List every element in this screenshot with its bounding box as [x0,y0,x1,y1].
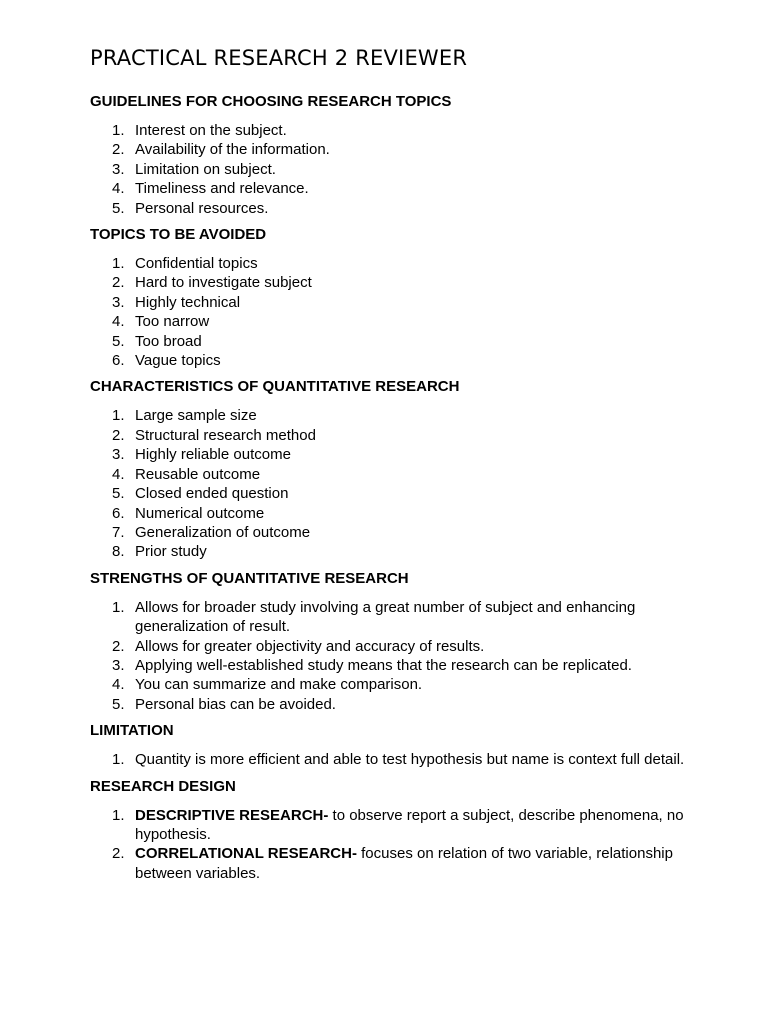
list-item [90,445,690,464]
list-item [90,806,690,845]
document-title: PRACTICAL RESEARCH 2 REVIEWER [90,46,468,70]
list-item-text: Limitation on subject. [135,160,276,178]
design-definition: focuses on relation of two variable, relationship between variables. [135,845,673,882]
section-heading-topics-avoided: TOPICS TO BE AVOIDED [90,226,267,244]
list-item [90,351,690,370]
list-item-number: 2. [112,141,125,159]
list-item-number: 5. [112,199,125,217]
list-strengths [90,598,690,714]
section-heading-characteristics: CHARACTERISTICS OF QUANTITATIVE RESEARCH [90,378,460,396]
list-item-number: 3. [112,160,125,178]
list-item-number: 6. [112,352,125,370]
list-item-text: Vague topics [135,352,221,370]
list-item [90,523,690,542]
design-definition: to observe report a subject, describe phenomena, no hypothesis. [135,806,684,843]
list-item [90,293,690,312]
list-item-text: Hard to investigate subject [135,274,312,292]
list-limitation [90,750,690,769]
list-item [90,332,690,351]
list-item-text: Highly technical [135,293,241,311]
list-item-text: Reusable outcome [135,465,261,483]
list-item-text: Interest on the subject. [135,122,287,139]
list-item-text: Personal bias can be avoided. [135,695,336,713]
list-item [90,199,690,218]
list-item-text: Too narrow [135,313,210,331]
list-topics-avoided [90,254,690,370]
list-item [90,254,690,273]
list-item-number: 5. [112,485,125,503]
list-item-text: Highly reliable outcome [135,446,291,464]
list-item-number: 4. [112,465,125,483]
list-item-number: 5. [112,695,125,713]
document-page [90,44,690,890]
design-term: DESCRIPTIVE RESEARCH- [135,806,329,824]
list-item [90,465,690,484]
list-item [90,750,690,769]
list-item-text: Closed ended question [135,485,289,503]
section-heading-limitation: LIMITATION [90,722,174,740]
list-item-text: Confidential topics [135,255,258,273]
list-item-number: 1. [112,806,125,824]
list-item-number: 2. [112,426,125,444]
list-item-number: 4. [112,676,125,694]
list-item [90,656,690,675]
list-item-text: Availability of the information. [135,141,330,159]
section-heading-research-design: RESEARCH DESIGN [90,777,236,795]
section-heading-guidelines: GUIDELINES FOR CHOOSING RESEARCH TOPICS [90,93,452,110]
list-item-number: 2. [112,845,125,863]
list-item-text: Large sample size [135,407,257,425]
list-item-number: 5. [112,332,125,350]
list-item [90,179,690,198]
list-characteristics [90,406,690,561]
list-item [90,844,690,883]
list-item-number: 2. [112,637,125,655]
list-item-number: 3. [112,446,125,464]
list-item [90,695,690,714]
list-item [90,675,690,694]
list-item-number: 1. [112,122,125,139]
list-item-number: 3. [112,293,125,311]
list-item-number: 1. [112,407,125,425]
design-term: CORRELATIONAL RESEARCH- [135,845,357,863]
list-item-text: Generalization of outcome [135,523,311,541]
list-item-number: 6. [112,504,125,522]
list-item-text: Applying well-established study means that the research can be replicated. [135,656,632,674]
list-item-number: 4. [112,180,125,198]
list-item [90,121,690,140]
list-item-number: 1. [112,598,125,616]
list-item-text: Structural research method [135,426,316,444]
list-item [90,637,690,656]
list-item [90,504,690,523]
list-item [90,598,690,637]
list-item-text: Timeliness and relevance. [135,180,309,198]
list-item-text: Quantity is more efficient and able to test hypothesis but name is context full detail. [135,751,685,769]
list-item-number: 1. [112,255,125,273]
section-heading-strengths: STRENGTHS OF QUANTITATIVE RESEARCH [90,569,409,587]
list-item-text: Numerical outcome [135,504,265,522]
list-item [90,406,690,425]
list-item-text: Personal resources. [135,199,269,217]
list-item-number: 7. [112,523,125,541]
list-item-number: 2. [112,274,125,292]
list-item-text: Allows for greater objectivity and accuracy of results. [135,637,485,655]
list-item-number: 4. [112,313,125,331]
list-research-design [90,806,690,884]
list-item [90,426,690,445]
list-item-text: Too broad [135,332,202,350]
list-item-text: You can summarize and make comparison. [135,676,423,694]
list-item [90,312,690,331]
list-item [90,273,690,292]
list-item [90,160,690,179]
list-item-text: Prior study [135,543,207,561]
list-item-number: 8. [112,543,125,561]
list-guidelines [90,121,690,218]
list-item [90,140,690,159]
list-item-number: 1. [112,751,125,769]
list-item-number: 3. [112,656,125,674]
list-item [90,484,690,503]
list-item-text: Allows for broader study involving a great number of subject and enhancing generalization of result. [135,598,636,636]
list-item [90,542,690,561]
